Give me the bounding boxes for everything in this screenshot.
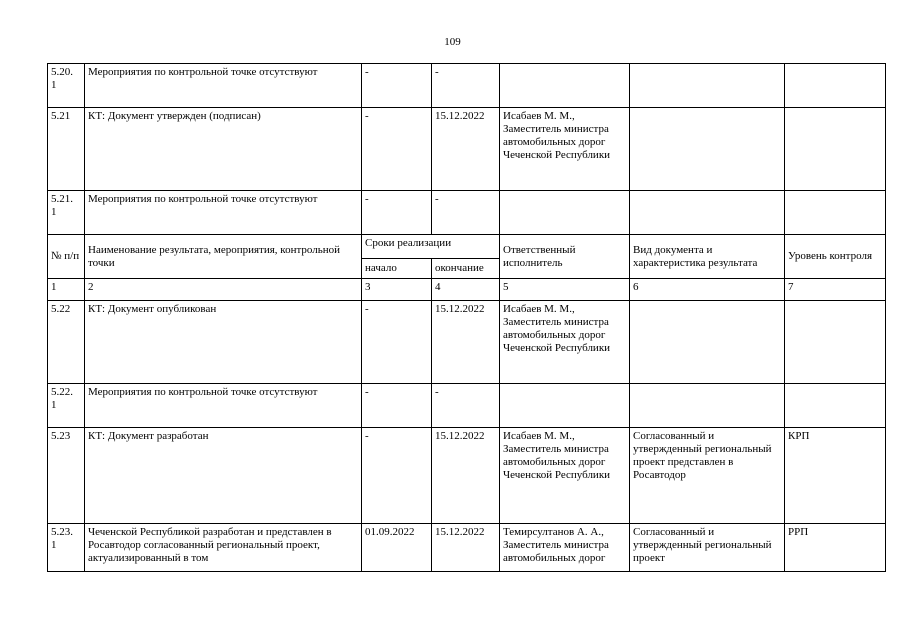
row-document bbox=[630, 384, 785, 428]
header-row bbox=[48, 235, 886, 259]
row-number: 5.22 bbox=[48, 301, 85, 384]
page-number: 109 bbox=[444, 36, 461, 48]
column-number-row bbox=[48, 279, 886, 301]
row-end-date: - bbox=[432, 384, 500, 428]
row-end-date: 15.12.2022 bbox=[432, 108, 500, 191]
row-executor bbox=[500, 384, 630, 428]
column-number: 2 bbox=[85, 279, 362, 301]
column-number: 5 bbox=[500, 279, 630, 301]
row-start-date: - bbox=[362, 64, 432, 108]
row-start-date: - bbox=[362, 301, 432, 384]
header-executor: Ответственный исполнитель bbox=[500, 235, 630, 279]
row-control-level bbox=[785, 108, 886, 191]
row-number: 5.20. 1 bbox=[48, 64, 85, 108]
row-executor bbox=[500, 191, 630, 235]
row-start-date: - bbox=[362, 191, 432, 235]
row-document: Согласованный и утвержденный региональный проект bbox=[630, 524, 785, 572]
column-number: 3 bbox=[362, 279, 432, 301]
row-name: Мероприятия по контрольной точке отсутствуют bbox=[85, 64, 362, 108]
row-start-date: 01.09.2022 bbox=[362, 524, 432, 572]
table-row bbox=[48, 191, 886, 235]
row-control-level bbox=[785, 191, 886, 235]
row-document bbox=[630, 64, 785, 108]
header-name: Наименование результата, мероприятия, контрольной точки bbox=[85, 235, 362, 279]
row-end-date: 15.12.2022 bbox=[432, 428, 500, 524]
row-name: КТ: Документ утвержден (подписан) bbox=[85, 108, 362, 191]
header-start: начало bbox=[362, 259, 432, 279]
column-number: 4 bbox=[432, 279, 500, 301]
row-start-date: - bbox=[362, 428, 432, 524]
table-row bbox=[48, 428, 886, 524]
row-control-level: РРП bbox=[785, 524, 886, 572]
row-document bbox=[630, 301, 785, 384]
plan-table bbox=[47, 63, 886, 572]
row-control-level bbox=[785, 64, 886, 108]
table-row bbox=[48, 301, 886, 384]
row-number: 5.21. 1 bbox=[48, 191, 85, 235]
row-name: Чеченской Республикой разработан и представлен в Росавтодор согласованный региональный проект, актуализированный в том bbox=[85, 524, 362, 572]
table-row bbox=[48, 64, 886, 108]
row-executor: Темирсултанов А. А., Заместитель министра автомобильных дорог bbox=[500, 524, 630, 572]
column-number: 1 bbox=[48, 279, 85, 301]
row-number: 5.21 bbox=[48, 108, 85, 191]
header-num: № п/п bbox=[48, 235, 85, 279]
table-row bbox=[48, 384, 886, 428]
header-terms: Сроки реализации bbox=[362, 235, 500, 259]
row-document bbox=[630, 191, 785, 235]
row-end-date: - bbox=[432, 191, 500, 235]
row-number: 5.22. 1 bbox=[48, 384, 85, 428]
row-number: 5.23. 1 bbox=[48, 524, 85, 572]
row-executor: Исабаев М. М., Заместитель министра автомобильных дорог Чеченской Республики bbox=[500, 108, 630, 191]
row-name: КТ: Документ разработан bbox=[85, 428, 362, 524]
row-start-date: - bbox=[362, 384, 432, 428]
row-document bbox=[630, 108, 785, 191]
table-row bbox=[48, 524, 886, 572]
row-name: КТ: Документ опубликован bbox=[85, 301, 362, 384]
row-executor bbox=[500, 64, 630, 108]
row-name: Мероприятия по контрольной точке отсутствуют bbox=[85, 191, 362, 235]
table-row bbox=[48, 108, 886, 191]
header-control-level: Уровень контроля bbox=[785, 235, 886, 279]
row-start-date: - bbox=[362, 108, 432, 191]
row-control-level bbox=[785, 301, 886, 384]
row-executor: Исабаев М. М., Заместитель министра автомобильных дорог Чеченской Республики bbox=[500, 301, 630, 384]
row-document: Согласованный и утвержденный региональный проект представлен в Росавтодор bbox=[630, 428, 785, 524]
row-control-level: КРП bbox=[785, 428, 886, 524]
row-name: Мероприятия по контрольной точке отсутствуют bbox=[85, 384, 362, 428]
row-end-date: - bbox=[432, 64, 500, 108]
header-document: Вид документа и характеристика результата bbox=[630, 235, 785, 279]
row-executor: Исабаев М. М., Заместитель министра автомобильных дорог Чеченской Республики bbox=[500, 428, 630, 524]
column-number: 7 bbox=[785, 279, 886, 301]
row-number: 5.23 bbox=[48, 428, 85, 524]
column-number: 6 bbox=[630, 279, 785, 301]
row-end-date: 15.12.2022 bbox=[432, 301, 500, 384]
header-end: окончание bbox=[432, 259, 500, 279]
row-end-date: 15.12.2022 bbox=[432, 524, 500, 572]
row-control-level bbox=[785, 384, 886, 428]
